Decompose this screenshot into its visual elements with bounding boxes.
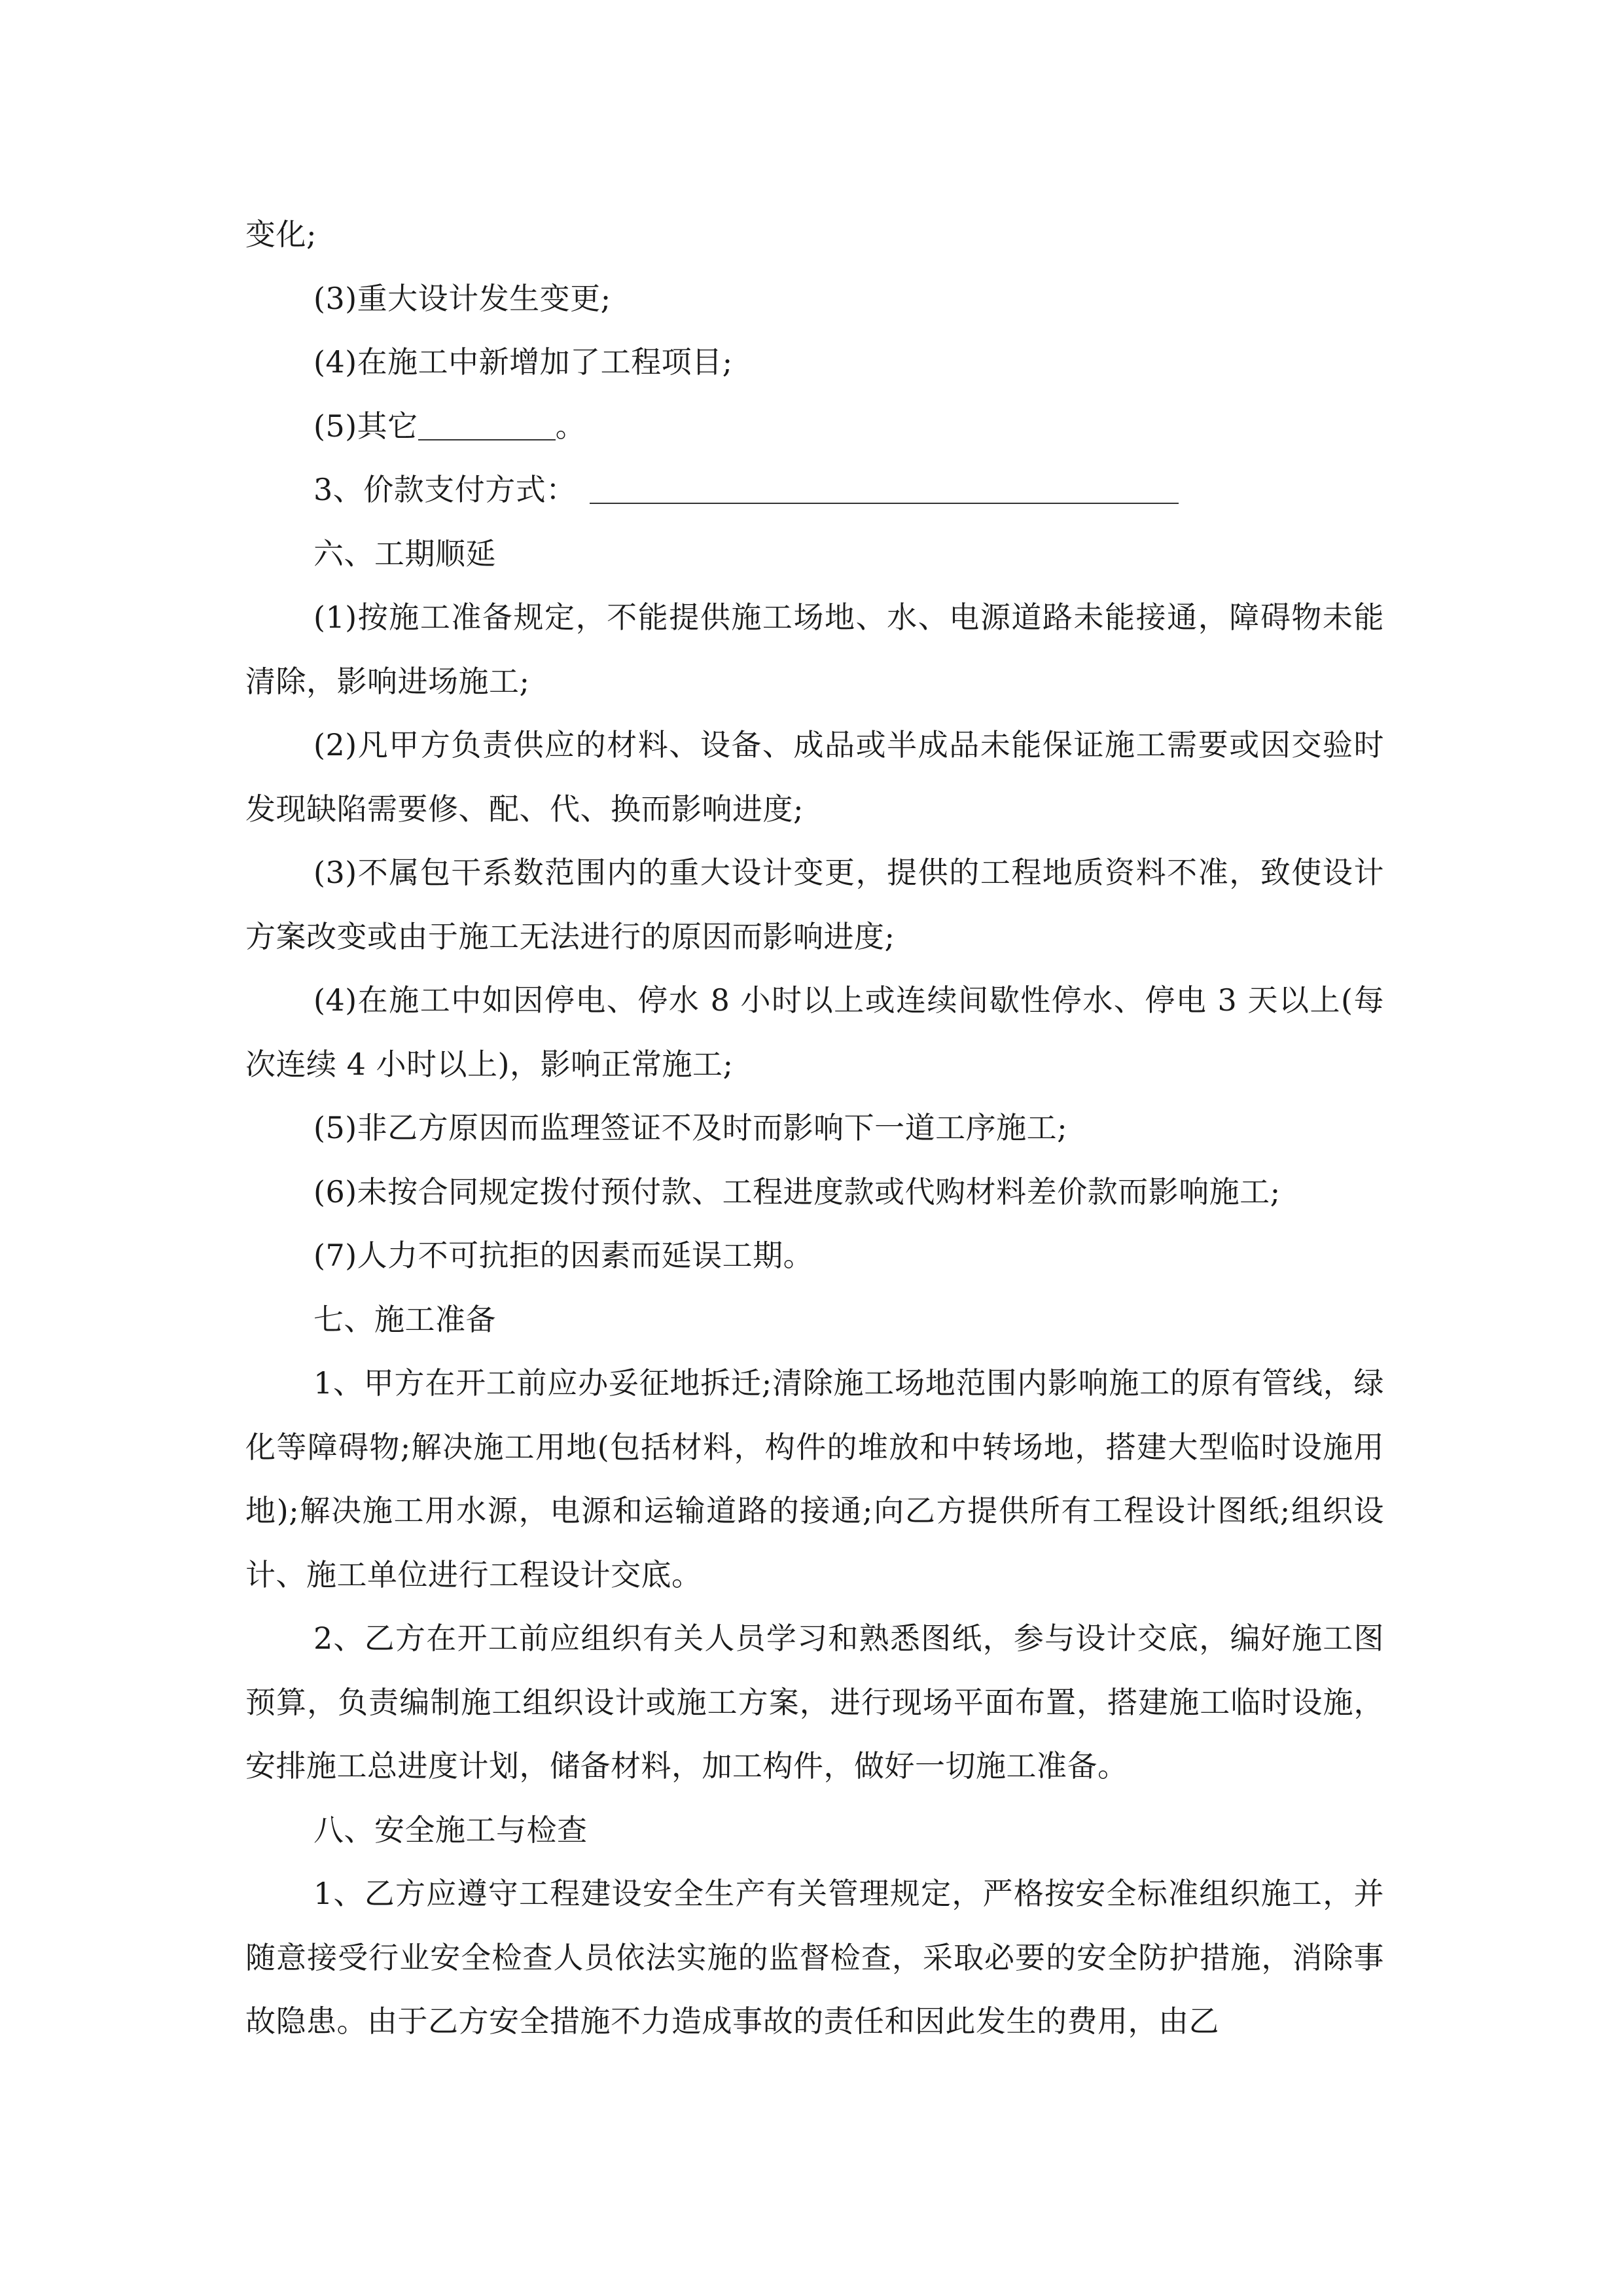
list-item-4: (4)在施工中新增加了工程项目; — [313, 344, 733, 380]
list-item-5-label: (5)其它 — [313, 408, 418, 444]
document-body — [245, 203, 1384, 2054]
delay-item-4: (4)在施工中如因停电、停水 8 小时以上或连续间歇性停水、停电 3 天以上(每次连续 4 小时以上)，影响正常施工; — [245, 982, 1384, 1082]
paragraph-continuation: 变化; — [245, 217, 317, 252]
fill-in-blank — [418, 409, 556, 440]
section-heading-6: 六、工期顺延 — [313, 535, 496, 571]
payment-method-label: 3、价款支付方式： — [313, 472, 577, 507]
section-heading-7: 七、施工准备 — [313, 1301, 496, 1337]
delay-item-3: (3)不属包干系数范围内的重大设计变更，提供的工程地质资料不准，致使设计方案改变或由于施工无法进行的原因而影响进度; — [245, 855, 1384, 954]
list-item-5-end: 。 — [555, 408, 586, 444]
list-item-5-other — [245, 395, 1384, 459]
list-item-3: (3)重大设计发生变更; — [313, 280, 611, 316]
delay-item-6: (6)未按合同规定拨付预付款、工程进度款或代购材料差价款而影响施工; — [313, 1174, 1281, 1210]
safety-item-1: 1、乙方应遵守工程建设安全生产有关管理规定，严格按安全标准组织施工，并随意接受行业安全检查人员依法实施的监督检查，采取必要的安全防护措施，消除事故隐患。由于乙方安全措施不力造成事故的责任和因此发生的费用，由乙 — [245, 1876, 1384, 2039]
preparation-item-2: 2、乙方在开工前应组织有关人员学习和熟悉图纸，参与设计交底，编好施工图预算，负责编制施工组织设计或施工方案，进行现场平面布置，搭建施工临时设施，安排施工总进度计划，储备材料，加工构件，做好一切施工准备。 — [245, 1621, 1384, 1784]
delay-item-5: (5)非乙方原因而监理签证不及时而影响下一道工序施工; — [313, 1110, 1068, 1145]
delay-item-1: (1)按施工准备规定，不能提供施工场地、水、电源道路未能接通，障碍物未能清除，影响进场施工; — [245, 600, 1384, 699]
preparation-item-1: 1、甲方在开工前应办妥征地拆迁;清除施工场地范围内影响施工的原有管线，绿化等障碍物;解决施工用地(包括材料，构件的堆放和中转场地，搭建大型临时设施用地);解决施工用水源，电源和运输道路的接通;向乙方提供所有工程设计图纸;组织设计、施工单位进行工程设计交底。 — [245, 1365, 1384, 1592]
delay-item-2: (2)凡甲方负责供应的材料、设备、成品或半成品未能保证施工需要或因交验时发现缺陷需要修、配、代、换而影响进度; — [245, 727, 1384, 827]
section-heading-8: 八、安全施工与检查 — [313, 1812, 588, 1848]
payment-method-blank — [590, 473, 1179, 504]
payment-method-line — [245, 458, 1384, 522]
delay-item-7: (7)人力不可抗拒的因素而延误工期。 — [313, 1238, 814, 1273]
